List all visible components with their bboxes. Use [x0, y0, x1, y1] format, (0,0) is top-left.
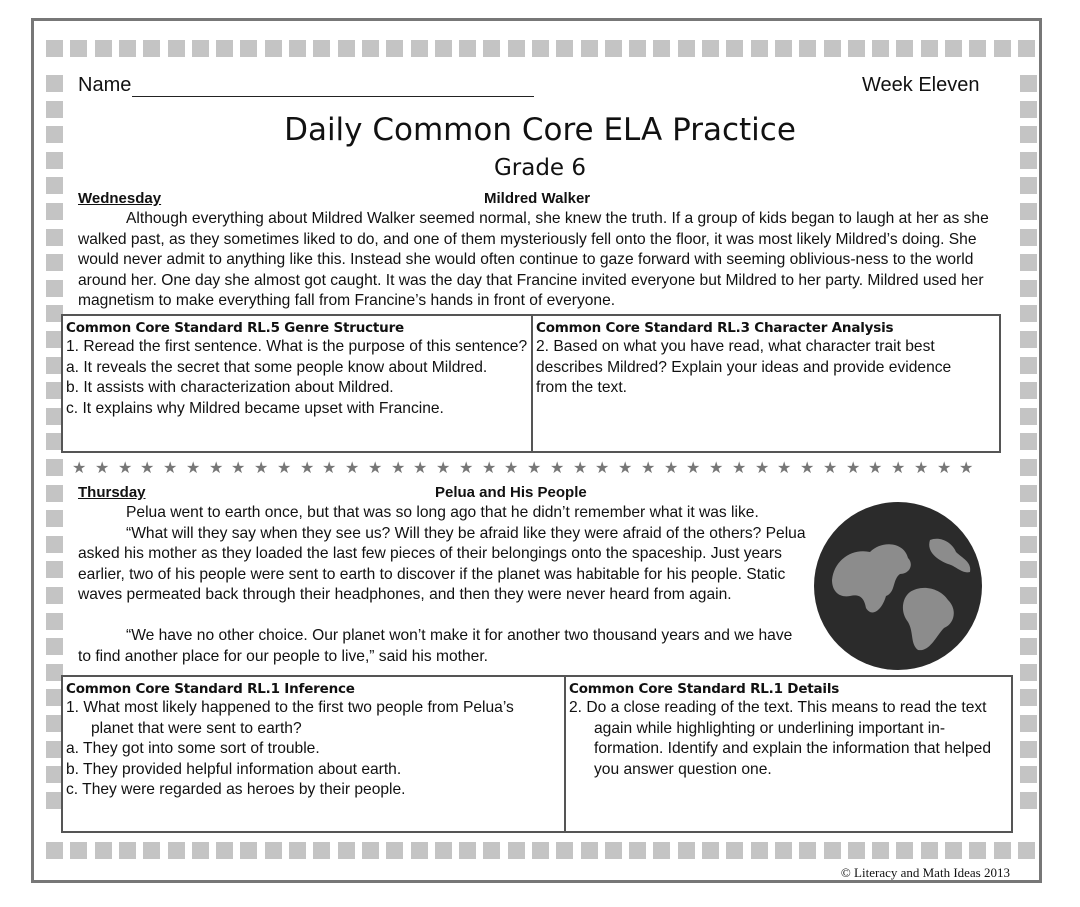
- day-thursday: Thursday: [78, 484, 146, 501]
- star-icon: ★: [209, 460, 224, 477]
- border-square: [994, 40, 1011, 57]
- border-square: [1020, 689, 1037, 706]
- star-icon: ★: [641, 460, 656, 477]
- star-icon: ★: [300, 460, 315, 477]
- border-square: [1020, 280, 1037, 297]
- border-square: [143, 40, 160, 57]
- border-square: [1018, 842, 1035, 859]
- border-square: [1020, 331, 1037, 348]
- border-square: [435, 842, 452, 859]
- border-square: [1020, 229, 1037, 246]
- star-icon: ★: [732, 460, 747, 477]
- border-square: [240, 40, 257, 57]
- border-square: [1020, 536, 1037, 553]
- border-square: [556, 842, 573, 859]
- border-square: [46, 561, 63, 578]
- border-square: [751, 842, 768, 859]
- question-text: 1. What most likely happened to the first two people from Pelua’s planet that were sent to earth?: [66, 699, 514, 737]
- border-square: [46, 254, 63, 271]
- border-square: [46, 485, 63, 502]
- star-icon: ★: [550, 460, 565, 477]
- border-square: [483, 842, 500, 859]
- day-wednesday: Wednesday: [78, 190, 162, 207]
- star-icon: ★: [891, 460, 906, 477]
- page-title: Daily Common Core ELA Practice: [284, 112, 796, 148]
- border-square: [240, 842, 257, 859]
- border-square: [581, 40, 598, 57]
- border-square: [386, 842, 403, 859]
- border-square: [605, 40, 622, 57]
- border-square: [362, 842, 379, 859]
- border-square: [896, 40, 913, 57]
- border-square: [726, 40, 743, 57]
- border-square: [70, 842, 87, 859]
- answer-option: c. They were regarded as heroes by their people.: [66, 781, 406, 798]
- border-square: [1020, 433, 1037, 450]
- border-square: [265, 40, 282, 57]
- border-square: [289, 842, 306, 859]
- planet-earth-icon: [812, 500, 984, 672]
- border-square: [216, 40, 233, 57]
- passage-paragraph: Pelua went to earth once, but that was so long ago that he didn’t remember what it was like.: [126, 504, 759, 521]
- border-square: [192, 40, 209, 57]
- star-icon: ★: [573, 460, 588, 477]
- border-square: [265, 842, 282, 859]
- thursday-questions-box: [61, 675, 1013, 833]
- border-square: [119, 40, 136, 57]
- border-square: [362, 40, 379, 57]
- star-icon: ★: [459, 460, 474, 477]
- question-cell-1: [63, 677, 566, 831]
- star-icon: ★: [914, 460, 929, 477]
- border-square: [338, 842, 355, 859]
- star-icon: ★: [368, 460, 383, 477]
- star-icon: ★: [664, 460, 679, 477]
- star-icon: ★: [322, 460, 337, 477]
- star-icon: ★: [95, 460, 110, 477]
- passage-paragraph: “We have no other choice. Our planet won’t make it for another two thousand years and we have to find another place for our people to live,” said his mother.: [78, 627, 793, 665]
- star-icon: ★: [231, 460, 246, 477]
- star-icon: ★: [391, 460, 406, 477]
- passage-paragraph: “What will they say when they see us? Will they be afraid like they were afraid of the others? Pelua asked his mother as they loaded the last few pieces of their belongings onto the spaceship. Just years earlier, two of his people were sent to earth to discover if the planet was habitable for his people. Static waves permeated back through their headphones, and then they were never heard from again.: [78, 524, 806, 603]
- border-square: [1020, 459, 1037, 476]
- name-label: Name: [78, 74, 132, 96]
- star-icon: ★: [868, 460, 883, 477]
- border-square: [848, 40, 865, 57]
- border-square: [46, 459, 63, 476]
- border-square: [1020, 766, 1037, 783]
- star-icon: ★: [618, 460, 633, 477]
- star-icon: ★: [277, 460, 292, 477]
- border-square: [70, 40, 87, 57]
- standard-heading: Common Core Standard RL.3 Character Analysis: [536, 320, 894, 336]
- border-square: [751, 40, 768, 57]
- wednesday-questions-box: [61, 314, 1001, 453]
- border-square: [338, 40, 355, 57]
- border-square: [289, 40, 306, 57]
- border-square: [168, 40, 185, 57]
- border-square: [945, 40, 962, 57]
- border-square: [678, 842, 695, 859]
- border-square: [1020, 203, 1037, 220]
- star-icon: ★: [163, 460, 178, 477]
- border-square: [775, 40, 792, 57]
- border-square: [46, 638, 63, 655]
- border-square: [824, 40, 841, 57]
- star-icon: ★: [140, 460, 155, 477]
- border-square: [532, 842, 549, 859]
- border-square: [46, 510, 63, 527]
- question-text: 1. Reread the first sentence. What is the purpose of this sentence?: [66, 338, 528, 355]
- border-square: [216, 842, 233, 859]
- border-square: [1020, 664, 1037, 681]
- border-square: [1018, 40, 1035, 57]
- star-icon: ★: [527, 460, 542, 477]
- border-square: [799, 842, 816, 859]
- border-square: [313, 842, 330, 859]
- star-icon: ★: [800, 460, 815, 477]
- star-icon: ★: [937, 460, 952, 477]
- star-icon: ★: [504, 460, 519, 477]
- border-square: [411, 842, 428, 859]
- standard-heading: Common Core Standard RL.1 Inference: [66, 681, 355, 697]
- border-square: [726, 842, 743, 859]
- star-icon: ★: [186, 460, 201, 477]
- star-icon: ★: [959, 460, 974, 477]
- border-square: [483, 40, 500, 57]
- border-square: [46, 280, 63, 297]
- thursday-passage: [78, 503, 806, 606]
- border-square: [313, 40, 330, 57]
- star-icon: ★: [482, 460, 497, 477]
- border-square: [532, 40, 549, 57]
- question-text: 2. Based on what you have read, what character trait best describes Mildred? Explain your ideas and provide evidence from the text.: [536, 338, 952, 396]
- border-square: [702, 842, 719, 859]
- border-square: [848, 842, 865, 859]
- passage-paragraph: Although everything about Mildred Walker seemed normal, she knew the truth. If a group of kids began to laugh at her as she walked past, as they sometimes liked to do, and one of them mysteriously fell onto the floor, it was most likely Mildred’s doing. She would never admit to anything like this. Instead she would often continue to gaze forward with seeming oblivious-ness to the world around her. One day she almost got caught. It was the day that Francine invited everyone but Mildred to her party. Mildred used her magnetism to make everything fall from Francine’s hands in front of everyone.: [78, 210, 989, 309]
- answer-option: c. It explains why Mildred became upset with Francine.: [66, 399, 444, 417]
- border-square: [143, 842, 160, 859]
- border-square: [46, 203, 63, 220]
- border-square: [1020, 382, 1037, 399]
- star-icon: ★: [118, 460, 133, 477]
- border-square: [969, 40, 986, 57]
- border-square: [1020, 357, 1037, 374]
- star-icon: ★: [777, 460, 792, 477]
- border-square: [945, 842, 962, 859]
- border-square: [556, 40, 573, 57]
- border-square: [1020, 638, 1037, 655]
- question-cell-1: [63, 316, 533, 451]
- border-square: [1020, 75, 1037, 92]
- star-icon: ★: [823, 460, 838, 477]
- answer-option: a. It reveals the secret that some people know about Mildred.: [66, 358, 488, 376]
- question-cell-2: [566, 677, 1011, 831]
- question-cell-2: [533, 316, 999, 451]
- border-square: [46, 587, 63, 604]
- border-square: [508, 842, 525, 859]
- border-square: [46, 75, 63, 92]
- border-square: [46, 229, 63, 246]
- border-square: [775, 842, 792, 859]
- star-icon: ★: [686, 460, 701, 477]
- border-square: [653, 40, 670, 57]
- copyright-notice: © Literacy and Math Ideas 2013: [840, 865, 1010, 880]
- border-square: [921, 842, 938, 859]
- thursday-passage-end: [78, 626, 808, 667]
- border-square: [1020, 561, 1037, 578]
- answer-option: a. They got into some sort of trouble.: [66, 740, 320, 757]
- border-square: [46, 40, 63, 57]
- star-icon: ★: [436, 460, 451, 477]
- border-square: [1020, 741, 1037, 758]
- border-square: [1020, 613, 1037, 630]
- border-square: [702, 40, 719, 57]
- border-square: [168, 842, 185, 859]
- grade-label: Grade 6: [493, 155, 587, 181]
- border-square: [969, 842, 986, 859]
- border-square: [386, 40, 403, 57]
- star-icon: ★: [846, 460, 861, 477]
- answer-option: b. They provided helpful information about earth.: [66, 760, 402, 778]
- name-blank-line: [132, 96, 534, 97]
- border-square: [921, 40, 938, 57]
- border-square: [1020, 715, 1037, 732]
- border-square: [629, 842, 646, 859]
- border-square: [581, 842, 598, 859]
- border-square: [1020, 485, 1037, 502]
- border-square: [1020, 587, 1037, 604]
- star-icon: ★: [755, 460, 770, 477]
- border-square: [1020, 305, 1037, 322]
- border-square: [1020, 254, 1037, 271]
- question-text: 2. Do a close reading of the text. This means to read the text again while highlighting or underlining important in-formation. Identify and explain the information that helped you answer question one.: [569, 699, 992, 778]
- border-square: [95, 40, 112, 57]
- border-square: [508, 40, 525, 57]
- star-icon: ★: [72, 460, 87, 477]
- border-square: [119, 842, 136, 859]
- border-square: [459, 40, 476, 57]
- standard-heading: Common Core Standard RL.1 Details: [569, 681, 840, 697]
- border-square: [1020, 792, 1037, 809]
- border-square: [1020, 510, 1037, 527]
- border-square: [46, 613, 63, 630]
- border-square: [896, 842, 913, 859]
- star-icon: ★: [413, 460, 428, 477]
- star-icon: ★: [254, 460, 269, 477]
- border-square: [192, 842, 209, 859]
- border-square: [872, 40, 889, 57]
- border-square: [872, 842, 889, 859]
- week-label: Week Eleven: [862, 74, 980, 96]
- border-square: [653, 842, 670, 859]
- answer-option: b. It assists with characterization about Mildred.: [66, 379, 394, 396]
- border-square: [1020, 408, 1037, 425]
- border-square: [95, 842, 112, 859]
- wednesday-passage: [78, 209, 1000, 312]
- border-square: [629, 40, 646, 57]
- border-square: [46, 536, 63, 553]
- star-icon: ★: [595, 460, 610, 477]
- story-title-mildred: Mildred Walker: [484, 190, 591, 207]
- border-square: [799, 40, 816, 57]
- star-icon: ★: [345, 460, 360, 477]
- border-square: [435, 40, 452, 57]
- border-square: [411, 40, 428, 57]
- border-square: [459, 842, 476, 859]
- border-square: [994, 842, 1011, 859]
- border-square: [605, 842, 622, 859]
- border-square: [824, 842, 841, 859]
- star-icon: ★: [709, 460, 724, 477]
- border-square: [46, 842, 63, 859]
- story-title-pelua: Pelua and His People: [435, 484, 587, 501]
- border-square: [678, 40, 695, 57]
- standard-heading: Common Core Standard RL.5 Genre Structure: [66, 320, 404, 336]
